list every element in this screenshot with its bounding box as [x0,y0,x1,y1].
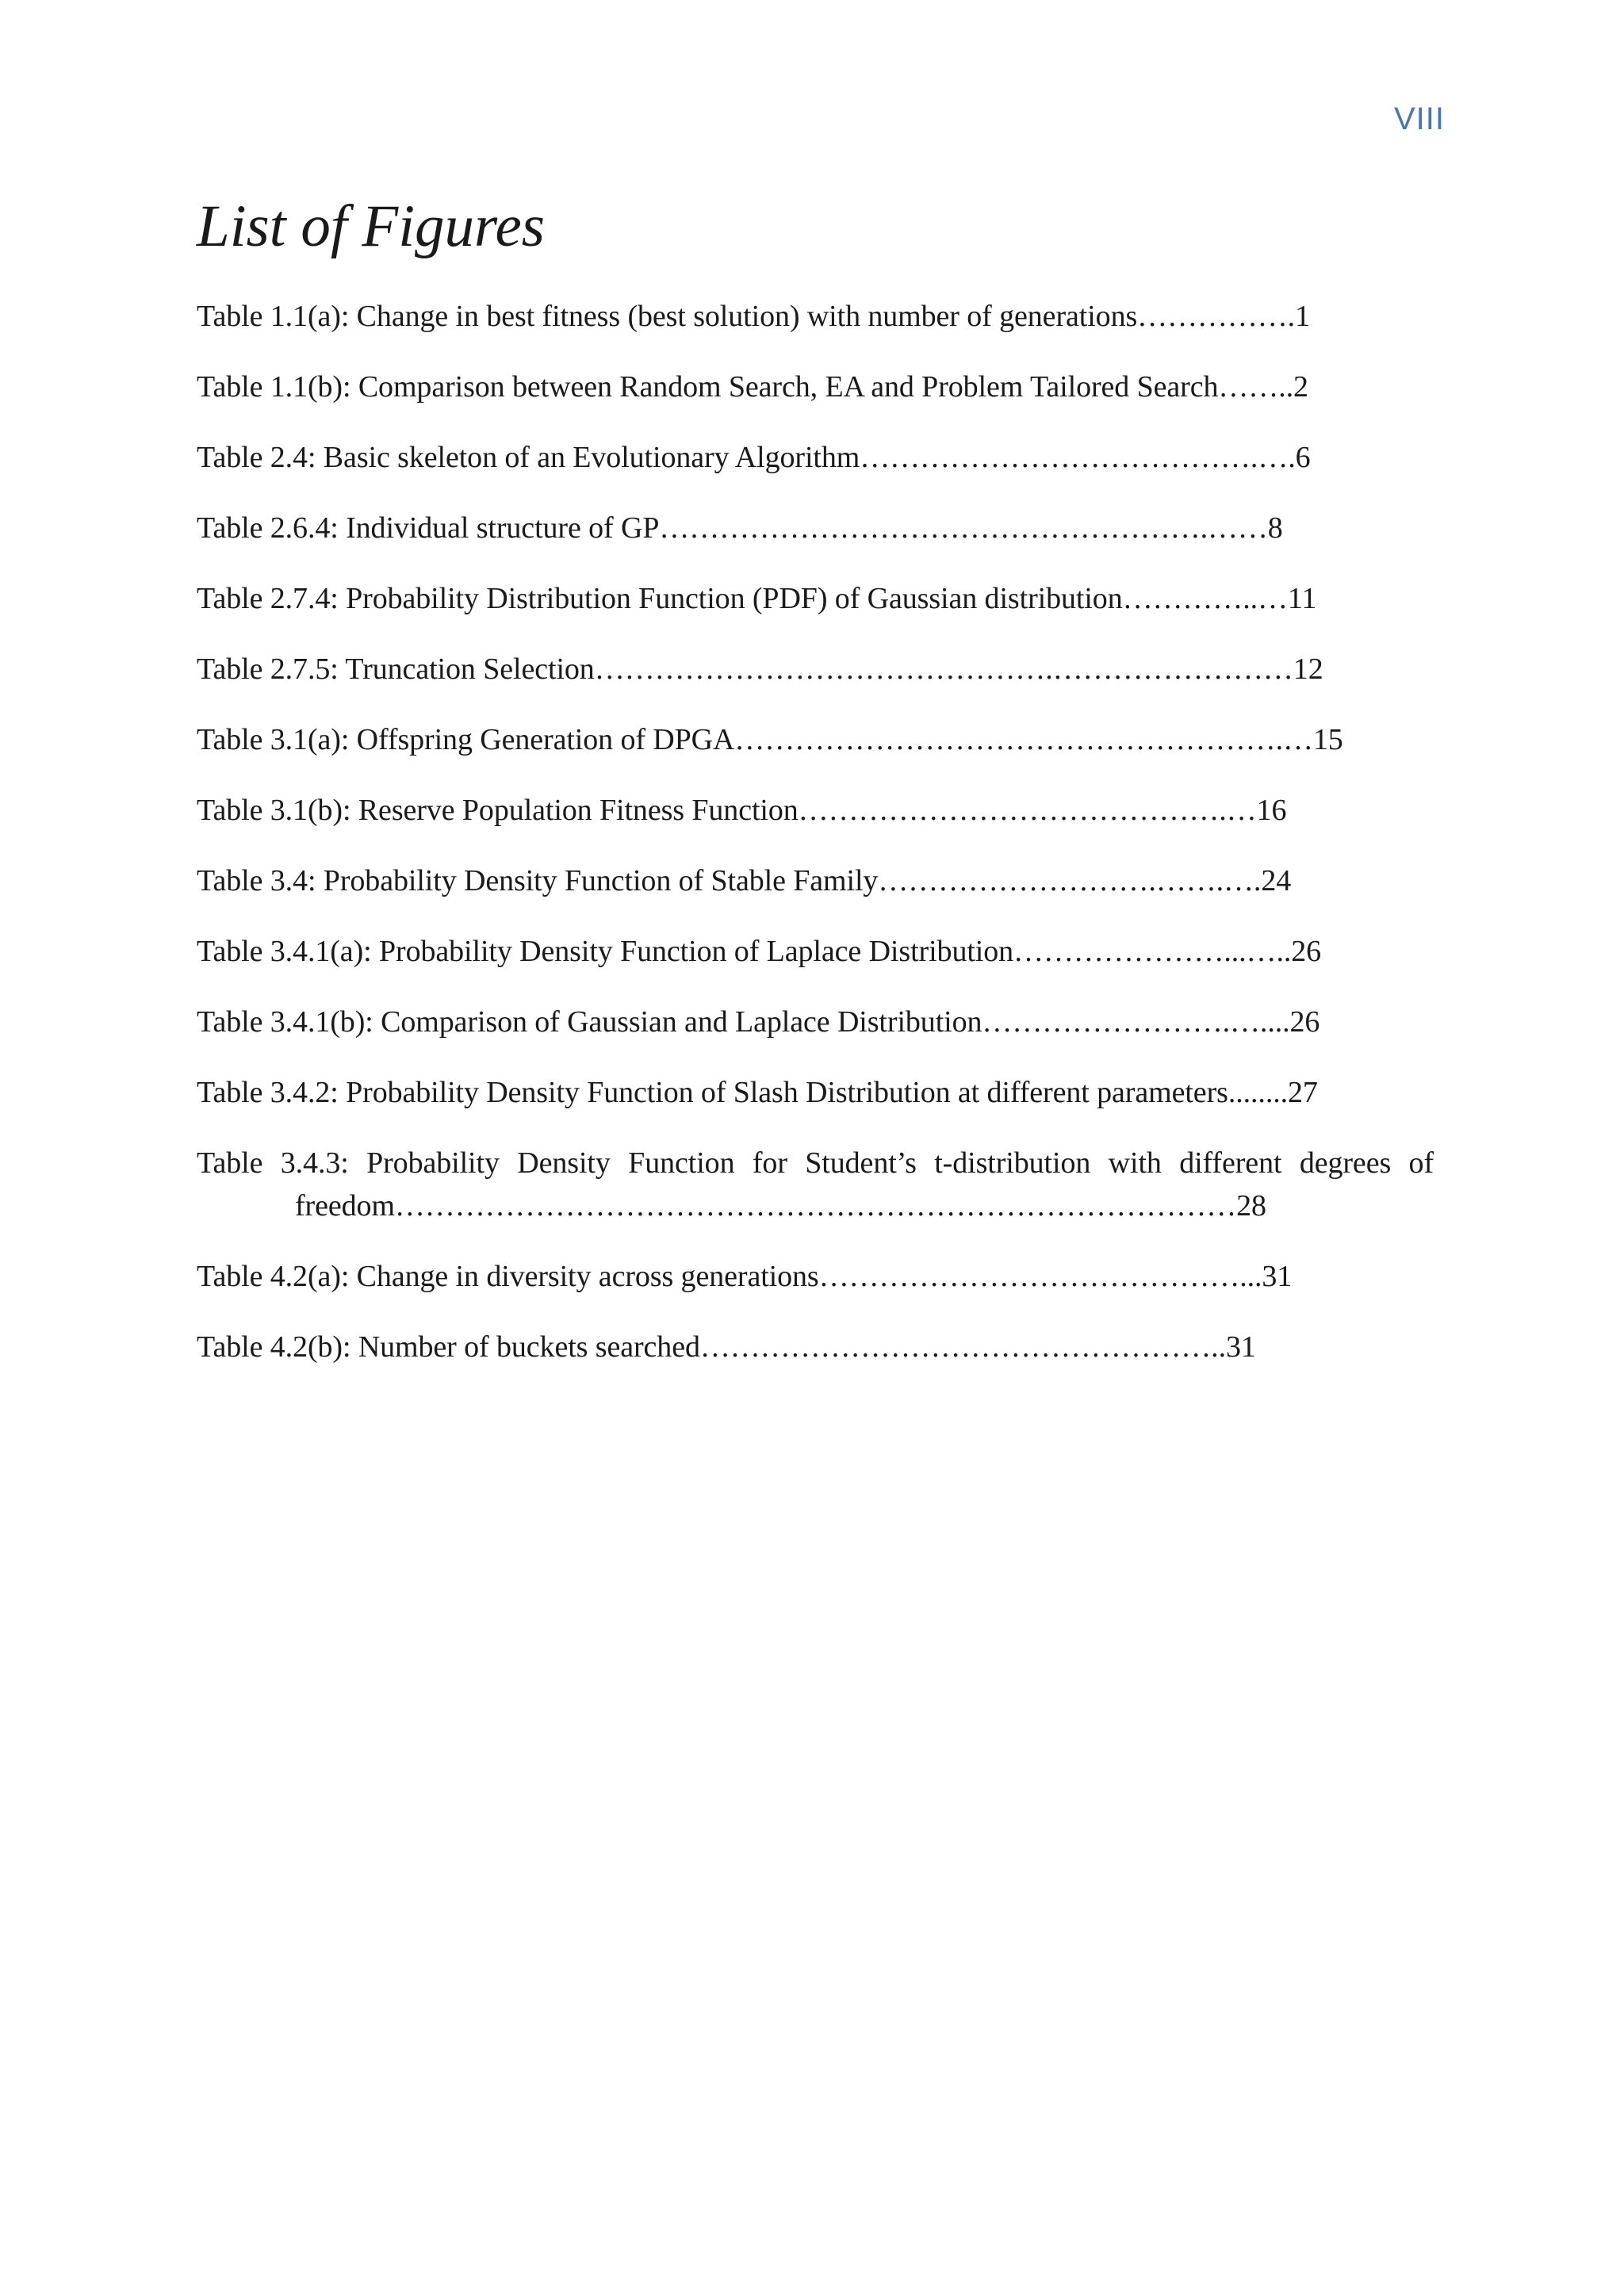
figure-list-entry[interactable]: Table 3.4.1(b): Comparison of Gaussian and Laplace Distribution…………………….…....26 [197,1005,1320,1039]
figure-list [197,295,1434,1396]
figure-list-entry[interactable]: Table 3.4.1(a): Probability Density Function of Laplace Distribution…………………...…..26 [197,935,1322,968]
figure-list-entry[interactable]: Table 3.4: Probability Density Function of Stable Family……………………….…….….24 [197,864,1292,897]
figure-list-entry[interactable]: Table 3.1(a): Offspring Generation of DPGA……………………………………………….…15 [197,723,1343,756]
figure-list-entry[interactable]: Table 3.4.2: Probability Density Function of Slash Distribution at different parameters........27 [197,1076,1318,1109]
figure-list-entry[interactable]: Table 1.1(b): Comparison between Random Search, EA and Problem Tailored Search……..2 [197,370,1308,404]
figure-list-entry[interactable]: Table 2.7.5: Truncation Selection……………………………………….……………………12 [197,652,1323,686]
figure-list-entry[interactable]: Table 1.1(a): Change in best fitness (best solution) with number of generations…………….1 [197,300,1310,333]
figure-list-entry[interactable]: Table 4.2(b): Number of buckets searched……………………………………………..31 [197,1330,1256,1364]
page-number: VIII [1393,101,1445,136]
page-title: List of Figures [197,193,545,259]
figure-list-entry[interactable]: Table 2.6.4: Individual structure of GP……………………………………………….……8 [197,511,1283,545]
figure-list-entry[interactable]: Table 3.1(b): Reserve Population Fitness Function…………………………………….…16 [197,794,1287,827]
figure-list-entry[interactable]: Table 4.2(a): Change in diversity across generations……………………………………...31 [197,1260,1293,1293]
figure-list-entry[interactable]: Table 2.7.4: Probability Distribution Function (PDF) of Gaussian distribution…………..…11 [197,582,1317,615]
figure-list-entry[interactable]: Table 3.4.3: Probability Density Function for Student’s t-distribution with different degrees of freedom…………………………………………………………………………28 [197,1146,1434,1223]
figure-list-entry[interactable]: Table 2.4: Basic skeleton of an Evolutionary Algorithm………………………………….….6 [197,441,1311,474]
